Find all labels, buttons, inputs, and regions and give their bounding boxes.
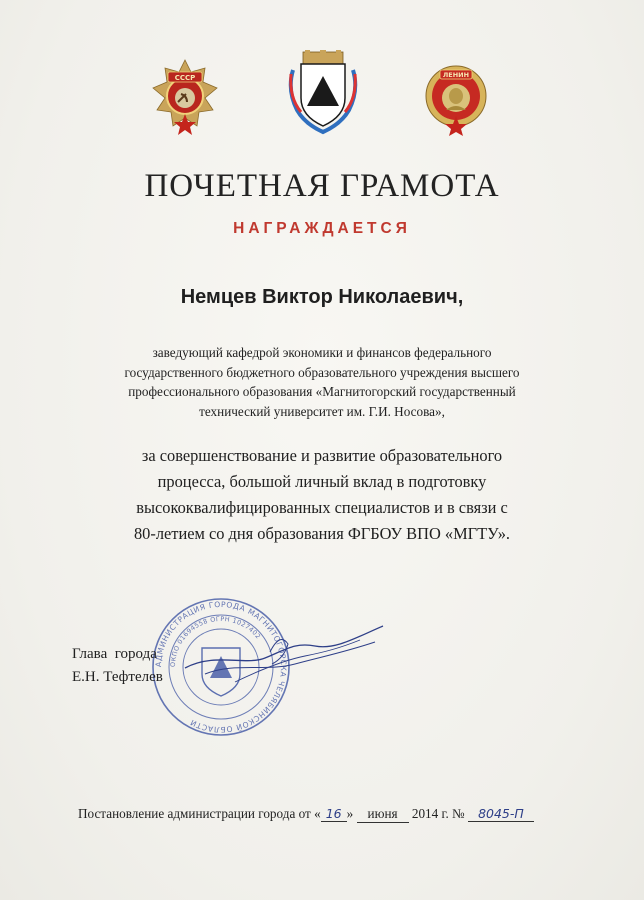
reason-line: 80-летием со дня образования ФГБОУ ВПО «МГТУ». (133, 524, 511, 543)
signatory-block (72, 643, 163, 689)
position-line: заведующий кафедрой экономики и финансов федерального (152, 345, 492, 360)
decree-day: 16 (321, 806, 347, 822)
decree-quote-close: » (346, 806, 354, 821)
decree-number: 8045-П (468, 806, 534, 822)
recipient-name: Немцев Виктор Николаевич, (180, 286, 464, 308)
decree-line (78, 806, 578, 823)
decree-prefix: Постановление администрации города от « (78, 806, 321, 821)
stamp-outer-text: АДМИНИСТРАЦИЯ ГОРОДА МАГНИТОГОРСКА ЧЕЛЯБИНСКОЙ ОБЛАСТИ (153, 599, 289, 735)
position-line: государственного бюджетного образовательного учреждения высшего (124, 364, 520, 380)
reason-line: за совершенствование и развитие образовательного (141, 446, 503, 465)
signatory-title: Глава города (72, 646, 157, 662)
position-line: профессионального образования «Магнитогорский государственный (128, 384, 516, 399)
reason-line: высококвалифицированных специалистов и в связи с (136, 498, 508, 517)
recipient-position (100, 343, 544, 421)
awarded-heading: НАГРАЖДАЕТСЯ (233, 220, 411, 237)
reason-line: процесса, большой личный вклад в подготовку (157, 472, 487, 491)
svg-text:СССР: СССР (174, 74, 196, 82)
signatory-name: Е.Н. Тефтелев (72, 669, 163, 685)
decree-number-sign: № (452, 806, 465, 821)
decree-year: 2014 г. (411, 806, 449, 821)
handwritten-signature-icon (175, 612, 395, 702)
svg-text:ЛЕНИН: ЛЕНИН (442, 71, 470, 79)
order-of-lenin-icon (420, 56, 492, 138)
award-reason (80, 443, 564, 547)
order-red-banner-icon (151, 58, 219, 138)
stamp-inner-text: ОКПО 01694558 ОГРН 1027402 (168, 614, 263, 668)
decree-month: июня (357, 806, 409, 823)
city-coat-of-arms-icon (287, 50, 359, 136)
position-line: технический университет им. Г.И. Носова», (199, 403, 445, 419)
certificate-title: ПОЧЕТНАЯ ГРАМОТА (144, 168, 500, 204)
